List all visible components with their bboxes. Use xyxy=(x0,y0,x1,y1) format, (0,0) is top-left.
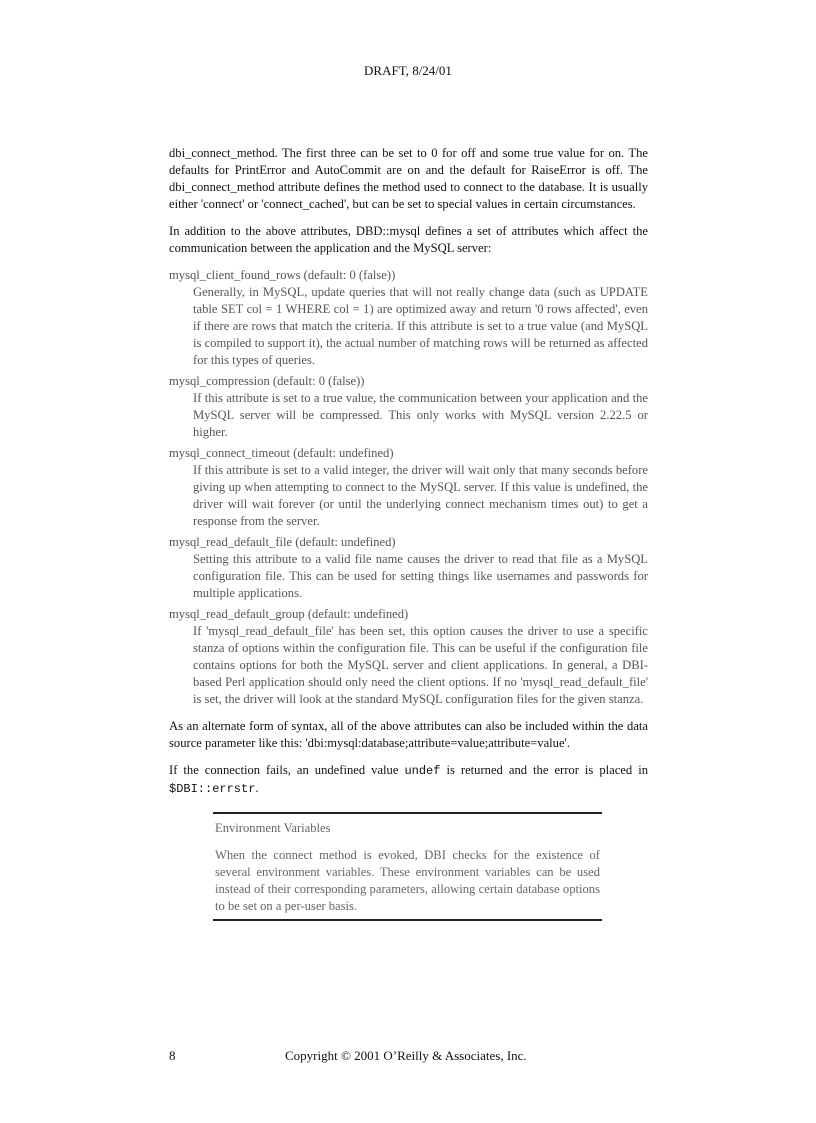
attribute-term: mysql_client_found_rows (default: 0 (false)) xyxy=(169,268,396,282)
attribute-term: mysql_read_default_file (default: undefined) xyxy=(169,535,396,549)
paragraph: As an alternate form of syntax, all of the above attributes can also be included within the data source parameter like this: 'dbi:mysql:database;attribute=value;attribute=value'. xyxy=(169,719,648,750)
paragraph xyxy=(169,762,648,798)
attribute-description: If 'mysql_read_default_file' has been set, this option causes the driver to use a specific stanza of options within the configuration file. This can be useful if the configuration file contains options for both the MySQL server and client applications. In general, a DBI-based Perl application should only need the client options. If no 'mysql_read_default_file' is set, the driver will look at the standard MySQL configuration files for the given stanza. xyxy=(193,624,648,706)
attribute-term: mysql_compression (default: 0 (false)) xyxy=(169,374,365,388)
attribute-list xyxy=(169,267,648,708)
page-header: DRAFT, 8/24/01 xyxy=(364,63,452,78)
code-undef: undef xyxy=(404,764,441,778)
attribute-description: Setting this attribute to a valid file name causes the driver to read that file as a MySQL configuration file. This can be used for setting things like usernames and passwords for multiple applications. xyxy=(193,552,648,600)
paragraph-text: is returned and the error is placed in xyxy=(440,763,648,777)
paragraph-text: If the connection fails, an undefined value xyxy=(169,763,405,777)
attribute-term: mysql_connect_timeout (default: undefined) xyxy=(169,446,394,460)
code-errstr: $DBI::errstr xyxy=(169,782,256,796)
attribute-term: mysql_read_default_group (default: undefined) xyxy=(169,607,409,621)
sidebar-box xyxy=(213,812,602,921)
page-number: 8 xyxy=(169,1048,176,1063)
paragraph: In addition to the above attributes, DBD::mysql defines a set of attributes which affect the communication between the application and the MySQL server: xyxy=(169,224,648,255)
attribute-description: If this attribute is set to a true value, the communication between your application and the MySQL server will be compressed. This only works with MySQL version 2.22.5 or higher. xyxy=(193,391,648,439)
attribute-description: Generally, in MySQL, update queries that will not really change data (such as UPDATE table SET col = 1 WHERE col = 1) are optimized away and return '0 rows affected', even if there are rows that match the criteria. If this attribute is set to a true value (and MySQL is compiled to support it), the actual number of matching rows will be returned as affected for this types of queries. xyxy=(193,285,648,367)
paragraph: dbi_connect_method. The first three can be set to 0 for off and some true value for on. The defaults for PrintError and AutoCommit are on and the default for RaiseError is off. The dbi_connect_method attribute defines the method used to connect to the database. It is usually either 'connect' or 'connect_cached', but can be set to special values in certain circumstances. xyxy=(169,146,648,211)
copyright: Copyright © 2001 O’Reilly & Associates, Inc. xyxy=(285,1048,527,1063)
sidebar-body: When the connect method is evoked, DBI checks for the existence of several environment variables. These environment variables can be used instead of their corresponding parameters, allowing certain database options to be set on a per-user basis. xyxy=(215,848,600,913)
attribute-description: If this attribute is set to a valid integer, the driver will wait only that many seconds before giving up when attempting to connect to the MySQL server. If this value is undefined, the driver will wait forever (or until the underlying connect mechanism times out) to get a response from the server. xyxy=(193,463,648,528)
paragraph-text: . xyxy=(255,781,259,795)
sidebar-title: Environment Variables xyxy=(215,821,331,835)
page-content xyxy=(169,145,648,921)
